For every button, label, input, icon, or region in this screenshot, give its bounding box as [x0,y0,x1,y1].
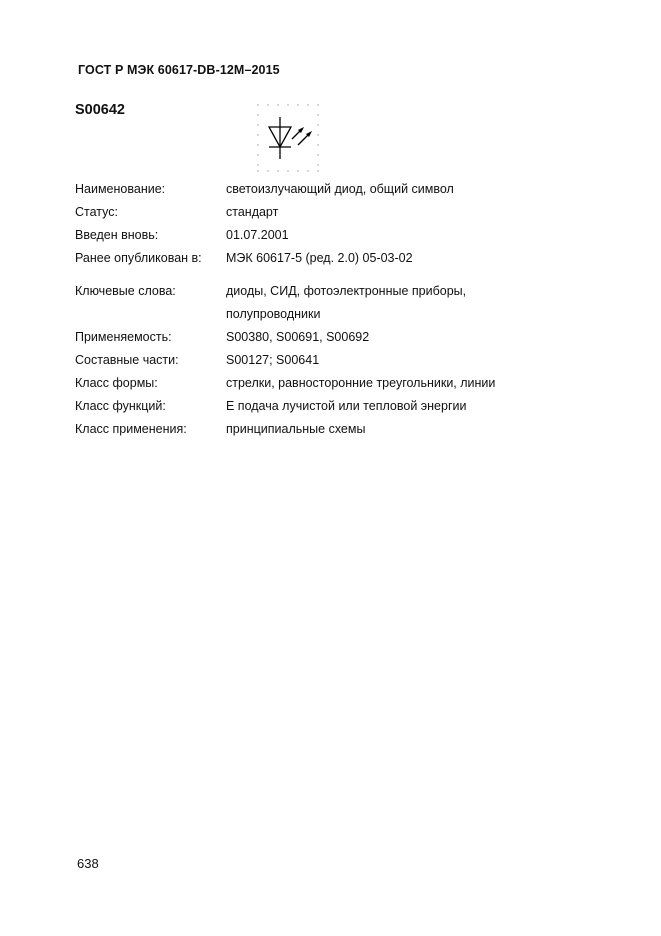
attr-value: стрелки, равносторонние треугольники, линии [226,376,496,390]
attr-value: стандарт [226,205,279,219]
attr-label: Класс применения: [75,422,187,436]
attr-label: Ключевые слова: [75,284,176,298]
attr-value-line: диоды, СИД, фотоэлектронные приборы, [226,284,467,298]
attr-row-name [75,178,595,201]
attr-row-keywords [75,280,595,326]
attr-row-application-class [75,418,595,441]
attr-label: Применяемость: [75,330,172,344]
symbol-code: S00642 [75,102,125,118]
symbol-attributes [75,178,595,441]
attr-label: Класс формы: [75,376,158,390]
page-header: ГОСТ Р МЭК 60617-DB-12M–2015 [78,63,280,77]
symbol-grid [257,104,318,171]
attr-value: E подача лучистой или тепловой энергии [226,399,467,413]
light-emitting-diode-symbol-icon [256,103,320,173]
attr-label: Статус: [75,205,118,219]
attr-row-function-class [75,395,595,418]
attr-label: Введен вновь: [75,228,159,242]
page-number: 638 [77,856,99,871]
attr-value: 01.07.2001 [226,228,289,242]
attr-row-introduced [75,224,595,247]
attr-value: S00380, S00691, S00692 [226,330,370,344]
attr-row-components [75,349,595,372]
attr-label: Составные части: [75,353,179,367]
attr-value: принципиальные схемы [226,422,366,436]
attr-value: МЭК 60617-5 (ред. 2.0) 05-03-02 [226,251,413,265]
attr-row-shape-class [75,372,595,395]
attr-value-line: полупроводники [226,307,321,321]
attr-row-previously-published [75,247,595,270]
attr-value: светоизлучающий диод, общий символ [226,182,454,196]
attr-label: Ранее опубликован в: [75,251,202,265]
attr-value [226,280,595,326]
attr-label: Класс функций: [75,399,166,413]
attr-label: Наименование: [75,182,166,196]
attr-row-status [75,201,595,224]
attr-row-applicability [75,326,595,349]
attr-value: S00127; S00641 [226,353,320,367]
